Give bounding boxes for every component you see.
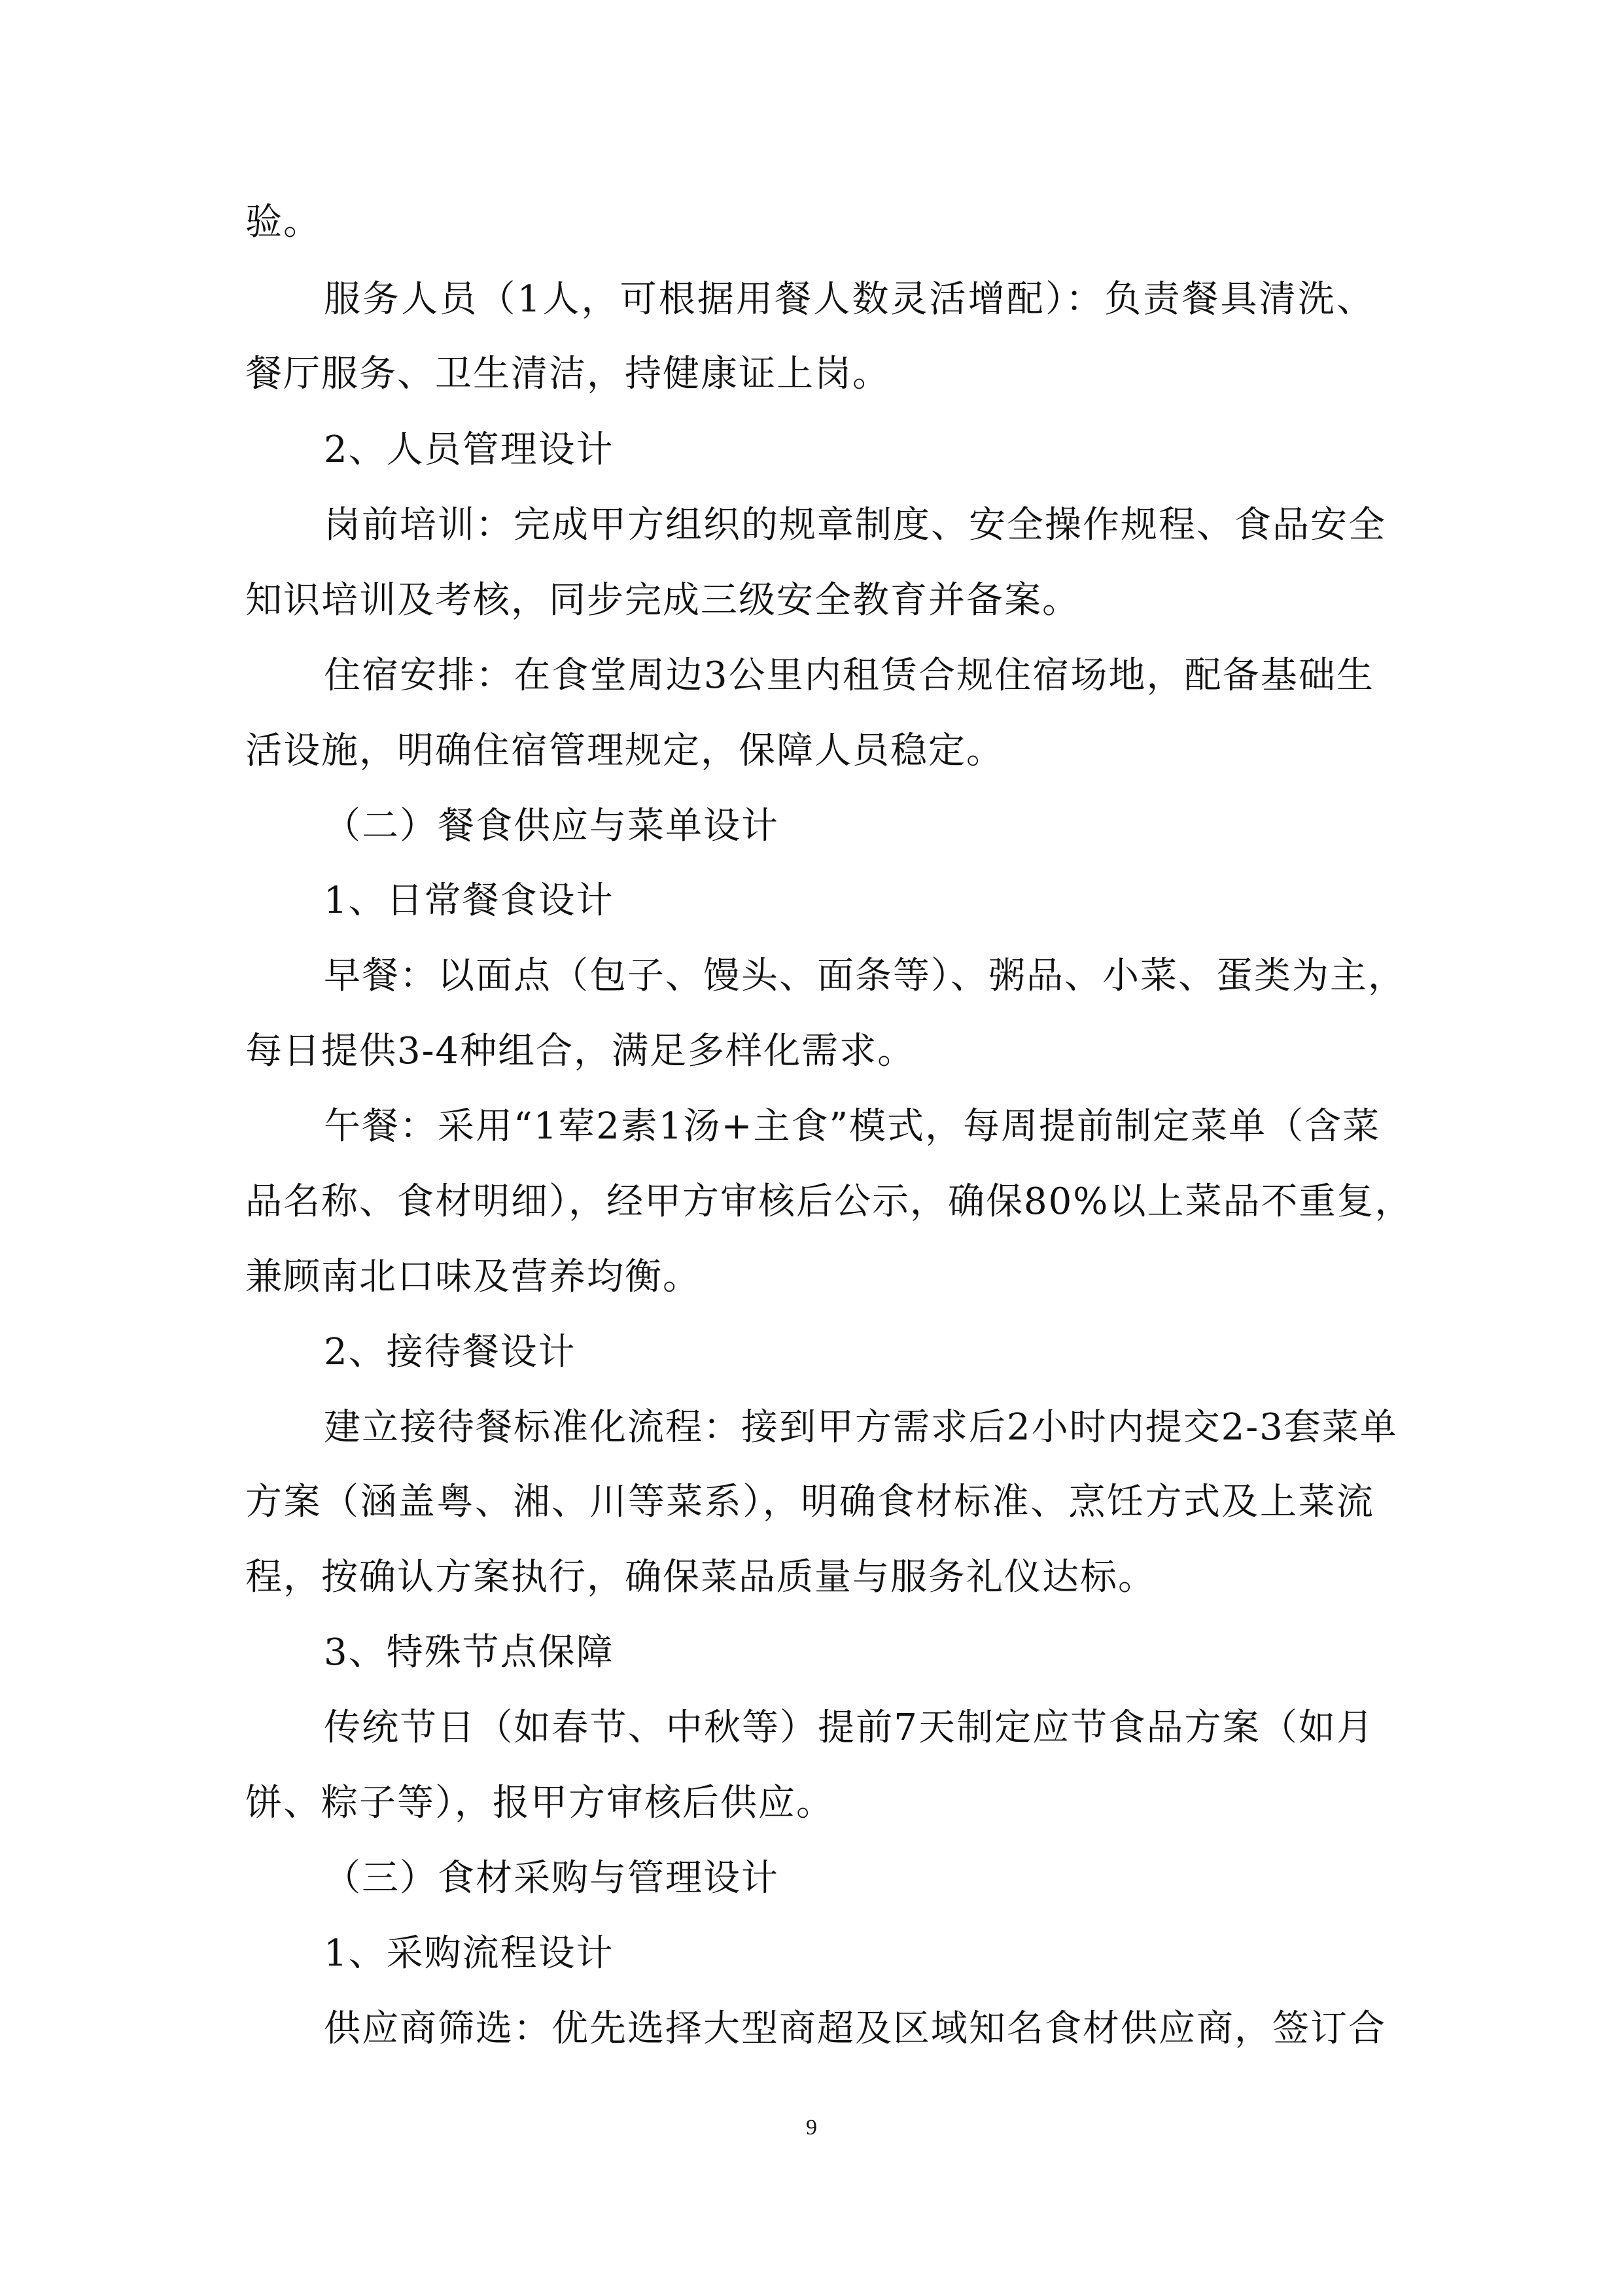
text-line: 兼顾南北口味及营养均衡。	[245, 1256, 701, 1298]
text-line: 每日提供3-4种组合，满足多样化需求。	[245, 1030, 916, 1072]
text-line: 知识培训及考核，同步完成三级安全教育并备案。	[245, 579, 1080, 622]
text-line: 饼、粽子等），报甲方审核后供应。	[245, 1782, 834, 1824]
text-line: 餐厅服务、卫生清洁，持健康证上岗。	[245, 353, 890, 395]
text-line: 验。	[245, 201, 321, 243]
section-heading: （三）食材采购与管理设计	[324, 1857, 779, 1899]
text-line: 住宿安排：在食堂周边3公里内租赁合规住宿场地，配备基础生	[324, 654, 1374, 697]
text-line: 传统节日（如春节、中秋等）提前7天制定应节食品方案（如月	[324, 1706, 1374, 1749]
text-line: 午餐：采用“1荤2素1汤+主食”模式，每周提前制定菜单（含菜	[324, 1105, 1381, 1148]
text-line: 建立接待餐标准化流程：接到甲方需求后2小时内提交2-3套菜单	[324, 1406, 1398, 1449]
section-heading: 3、特殊节点保障	[324, 1631, 614, 1674]
text-line: 早餐：以面点（包子、馒头、面条等）、粥品、小菜、蛋类为主，	[324, 955, 1406, 997]
text-line: 岗前培训：完成甲方组织的规章制度、安全操作规程、食品安全	[324, 504, 1386, 546]
text-line: 服务人员（1人，可根据用餐人数灵活增配）：负责餐具清洗、	[324, 278, 1374, 321]
section-heading: 1、采购流程设计	[324, 1932, 614, 1975]
text-line: 程，按确认方案执行，确保菜品质量与服务礼仪达标。	[245, 1556, 1156, 1598]
section-heading: 1、日常餐食设计	[324, 879, 614, 922]
text-line: 活设施，明确住宿管理规定，保障人员稳定。	[245, 730, 1004, 772]
text-line: 供应商筛选：优先选择大型商超及区域知名食材供应商，签订合	[324, 2007, 1386, 2050]
page-number: 9	[806, 2115, 817, 2140]
text-line: 品名称、食材明细），经甲方审核后公示，确保80%以上菜品不重复，	[245, 1180, 1413, 1223]
section-heading: 2、人员管理设计	[324, 429, 614, 471]
section-heading: （二）餐食供应与菜单设计	[324, 805, 779, 847]
section-heading: 2、接待餐设计	[324, 1331, 576, 1373]
text-line: 方案（涵盖粤、湘、川等菜系），明确食材标准、烹饪方式及上菜流	[245, 1481, 1374, 1523]
